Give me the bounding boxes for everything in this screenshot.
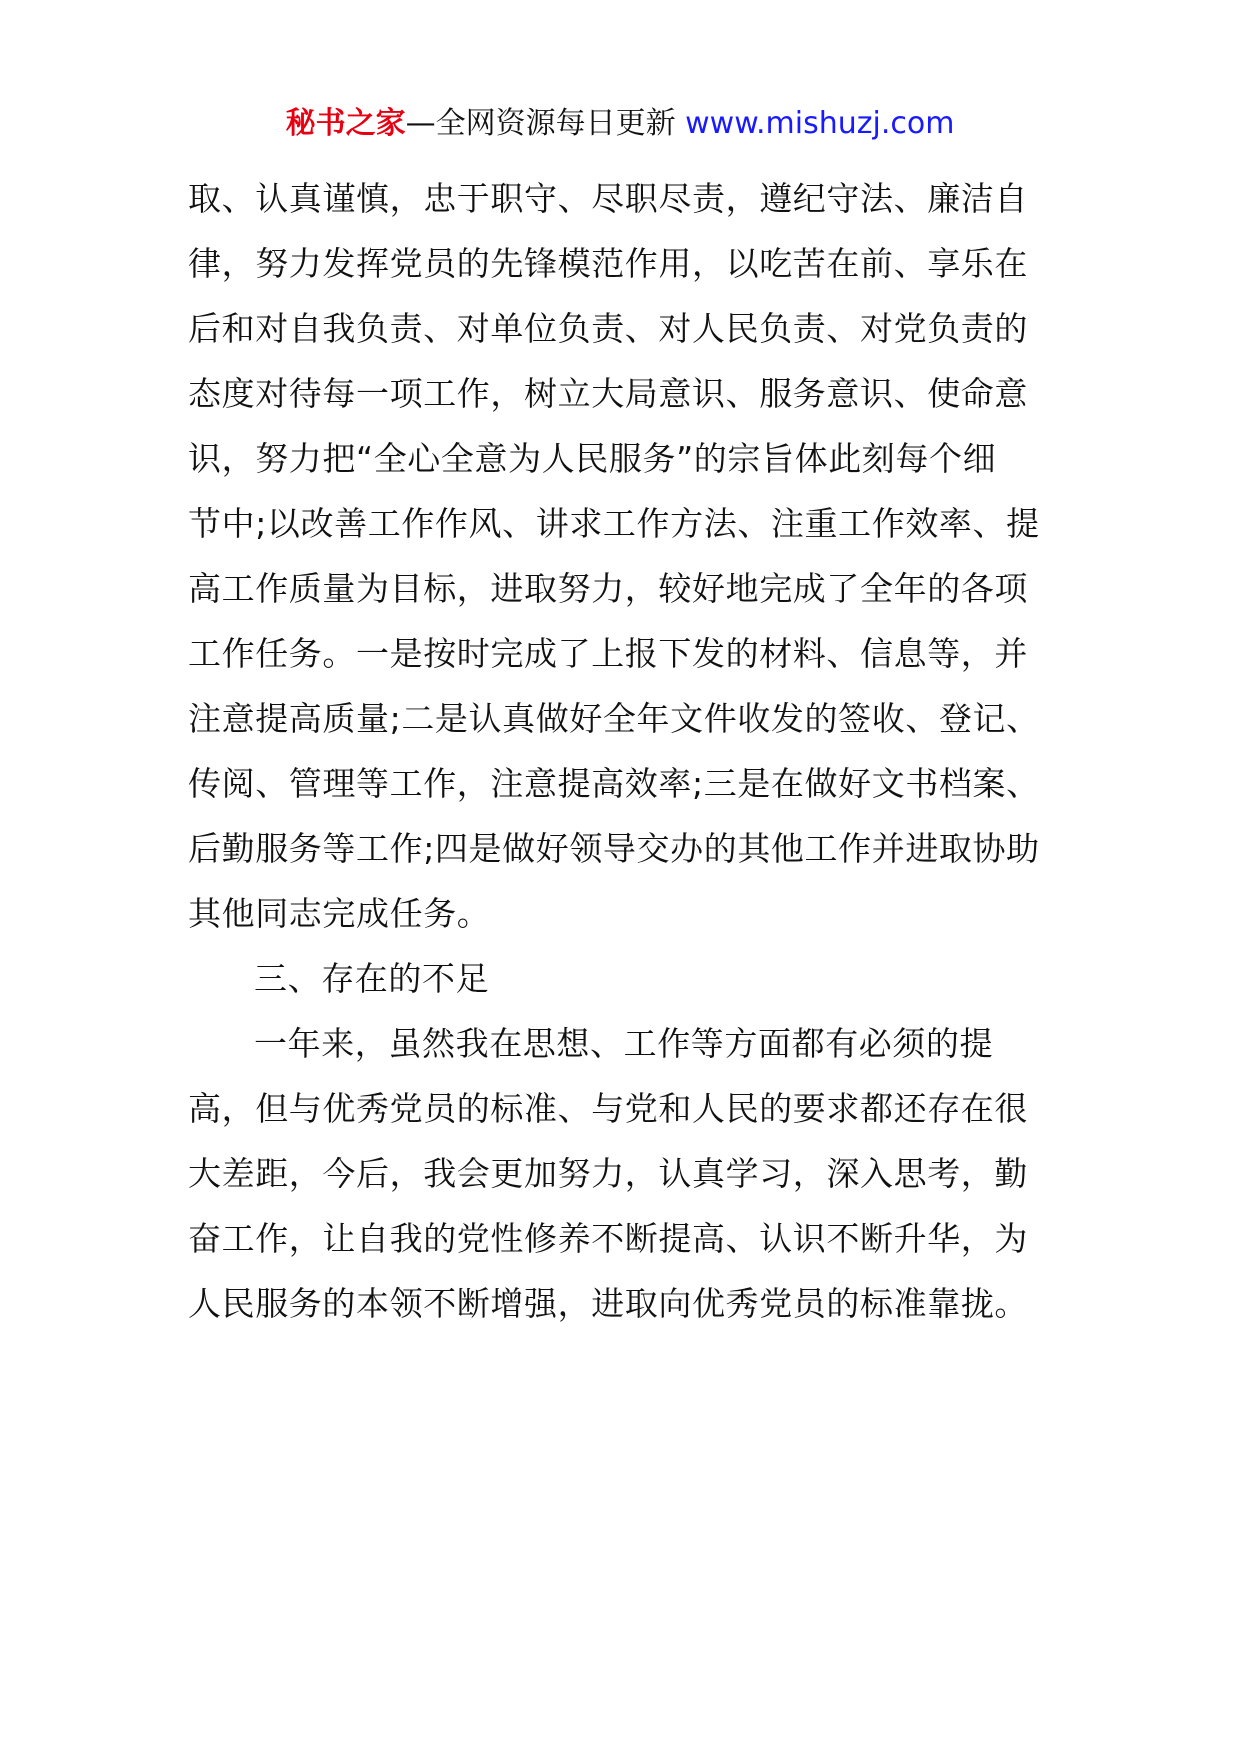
paragraph-line: 注意提高质量;二是认真做好全年文件收发的签收、登记、 [188,699,1040,738]
paragraph-line: 后勤服务等工作;四是做好领导交办的其他工作并进取协助 [188,829,1040,868]
paragraph-line: 态度对待每一项工作，树立大局意识、服务意识、使命意 [188,374,1028,413]
paragraph-line: 传阅、管理等工作，注意提高效率;三是在做好文书档案、 [188,764,1040,803]
paragraph-line: 工作任务。一是按时完成了上报下发的材料、信息等，并 [188,634,1028,673]
paragraph-line: 大差距，今后，我会更加努力，认真学习，深入思考，勤 [188,1154,1028,1193]
header-url[interactable]: www.mishuzj.com [685,106,955,141]
paragraph-line: 奋工作，让自我的党性修养不断提高、认识不断升华，为 [188,1219,1028,1258]
paragraph-line: 律，努力发挥党员的先锋模范作用，以吃苦在前、享乐在 [188,244,1028,283]
header-brand: 秘书之家 [285,106,406,141]
paragraph-line: 人民服务的本领不断增强，进取向优秀党员的标准靠拢。 [188,1284,1028,1323]
page-header [0,104,1240,144]
paragraph-line: 其他同志完成任务。 [188,894,491,933]
paragraph-line: 一年来，虽然我在思想、工作等方面都有必须的提 [254,1024,994,1063]
header-tagline: —全网资源每日更新 [405,106,676,141]
paragraph-line: 高工作质量为目标，进取努力，较好地完成了全年的各项 [188,569,1028,608]
paragraph-line: 后和对自我负责、对单位负责、对人民负责、对党负责的 [188,309,1028,348]
section-heading: 三、存在的不足 [254,959,490,998]
paragraph-line: 节中;以改善工作作风、讲求工作方法、注重工作效率、提 [188,504,1040,543]
paragraph-line: 高，但与优秀党员的标准、与党和人民的要求都还存在很 [188,1089,1028,1128]
paragraph-line: 识，努力把“全心全意为人民服务”的宗旨体此刻每个细 [188,439,997,478]
paragraph-line: 取、认真谨慎，忠于职守、尽职尽责，遵纪守法、廉洁自 [188,179,1028,218]
document-body [188,166,1058,1336]
